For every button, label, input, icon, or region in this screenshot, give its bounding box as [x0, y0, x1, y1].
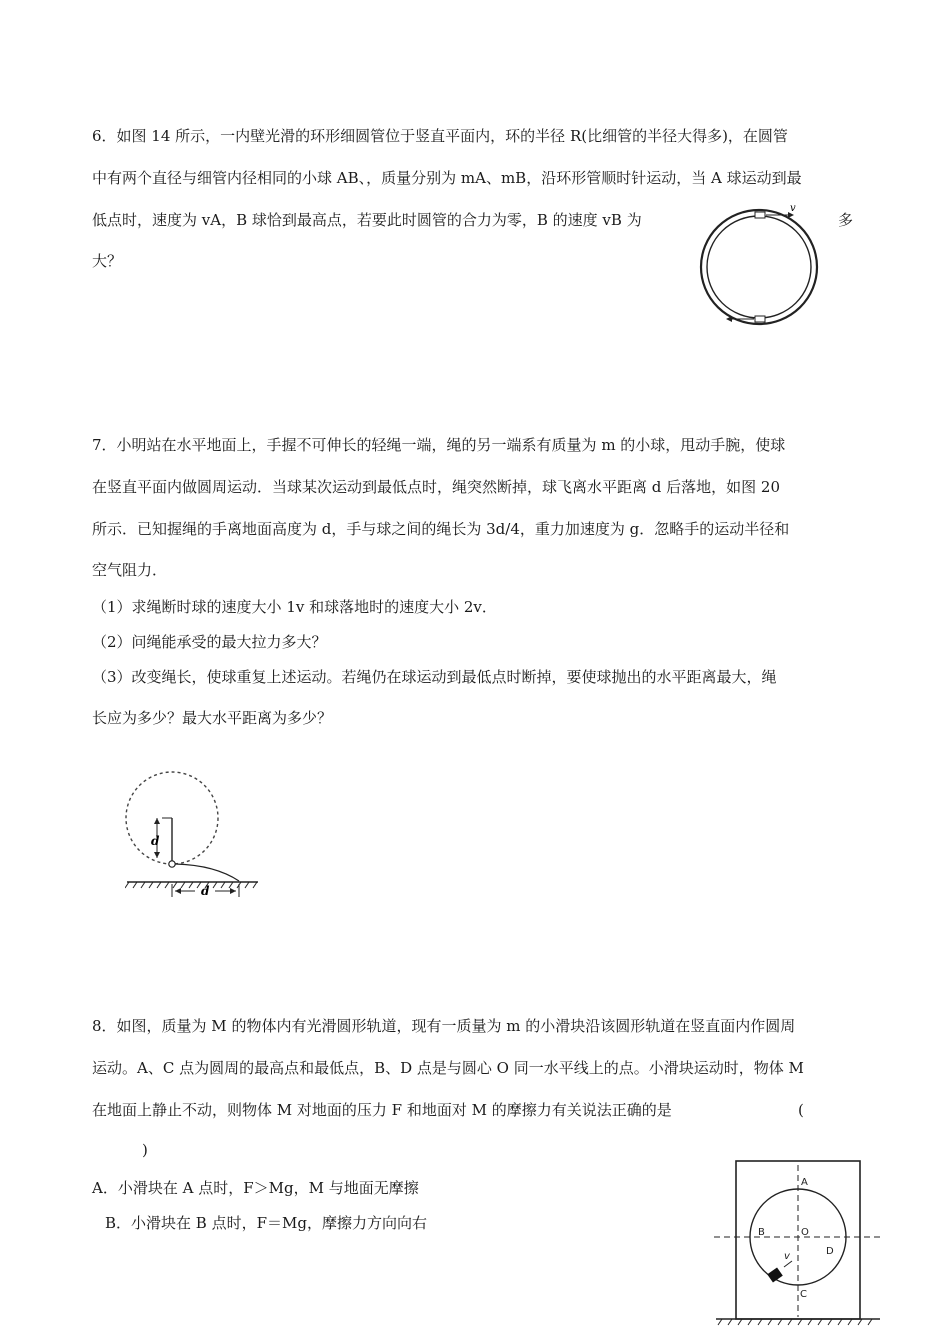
q6-velocity-label: v	[790, 205, 796, 214]
q6-ring-figure	[698, 205, 828, 330]
q7-line-3: 所示．已知握绳的手离地面高度为 d，手与球之间的绳长为 3d/4，重力加速度为 g．忽略手的运动半径和	[92, 520, 790, 538]
q8-track-figure	[712, 1155, 884, 1327]
q8-center-o: O	[801, 1227, 809, 1238]
q6-line-2: 中有两个直径与细管内径相同的小球 AB、，质量分别为 mA、mB，沿环形管顺时针运动，当 A 球运动到最	[92, 169, 802, 187]
q8-line-1: 8．如图，质量为 M 的物体内有光滑圆形轨道，现有一质量为 m 的小滑块沿该圆形轨道在竖直面内作圆周	[92, 1017, 796, 1035]
q8-point-a: A	[801, 1177, 808, 1188]
q6-line-1: 6．如图 14 所示，一内壁光滑的环形细圆管位于竖直平面内，环的半径 R(比细管的半径大得多)，在圆管	[92, 127, 788, 145]
q8-close-paren: )	[142, 1141, 148, 1159]
q7-height-label: d	[151, 834, 160, 848]
q8-line-3: 在地面上静止不动，则物体 M 对地面的压力 F 和地面对 M 的摩擦力有关说法正确的是	[92, 1101, 672, 1119]
q8-option-a: A．小滑块在 A 点时，F＞Mg，M 与地面无摩擦	[92, 1179, 419, 1197]
q8-line-2: 运动。A、C 点为圆周的最高点和最低点，B、D 点是与圆心 O 同一水平线上的点。小滑块运动时，物体 M	[92, 1059, 804, 1077]
q7-sub-1: （1）求绳断时球的速度大小 1v 和球落地时的速度大小 2v．	[92, 598, 497, 616]
q8-option-b: B．小滑块在 B 点时，F＝Mg，摩擦力方向向右	[105, 1214, 427, 1232]
q8-point-d: D	[826, 1246, 834, 1257]
q8-velocity-label: v	[784, 1251, 790, 1262]
q7-sub-3b: 长应为多少？最大水平距离为多少？	[92, 709, 333, 727]
q7-rope-figure	[125, 763, 260, 898]
q7-line-4: 空气阻力．	[92, 561, 168, 579]
q6-line-3: 低点时，速度为 vA，B 球恰到最高点，若要此时圆管的合力为零，B 的速度 vB 为	[92, 211, 642, 229]
q8-open-paren: (	[798, 1101, 804, 1119]
q7-distance-label: d	[201, 884, 210, 898]
q6-line-3-end: 多	[838, 211, 854, 229]
q7-line-1: 7．小明站在水平地面上，手握不可伸长的轻绳一端，绳的另一端系有质量为 m 的小球，甩动手腕，使球	[92, 436, 786, 454]
q7-sub-2: （2）问绳能承受的最大拉力多大？	[92, 633, 327, 651]
q8-point-b: B	[758, 1227, 765, 1238]
q6-line-4: 大？	[92, 252, 123, 270]
q7-line-2: 在竖直平面内做圆周运动．当球某次运动到最低点时，绳突然断掉，球飞离水平距离 d 后落地，如图 20	[92, 478, 780, 496]
q7-sub-3a: （3）改变绳长，使球重复上述运动。若绳仍在球运动到最低点时断掉，要使球抛出的水平距离最大，绳	[92, 668, 777, 686]
q8-point-c: C	[800, 1289, 807, 1300]
